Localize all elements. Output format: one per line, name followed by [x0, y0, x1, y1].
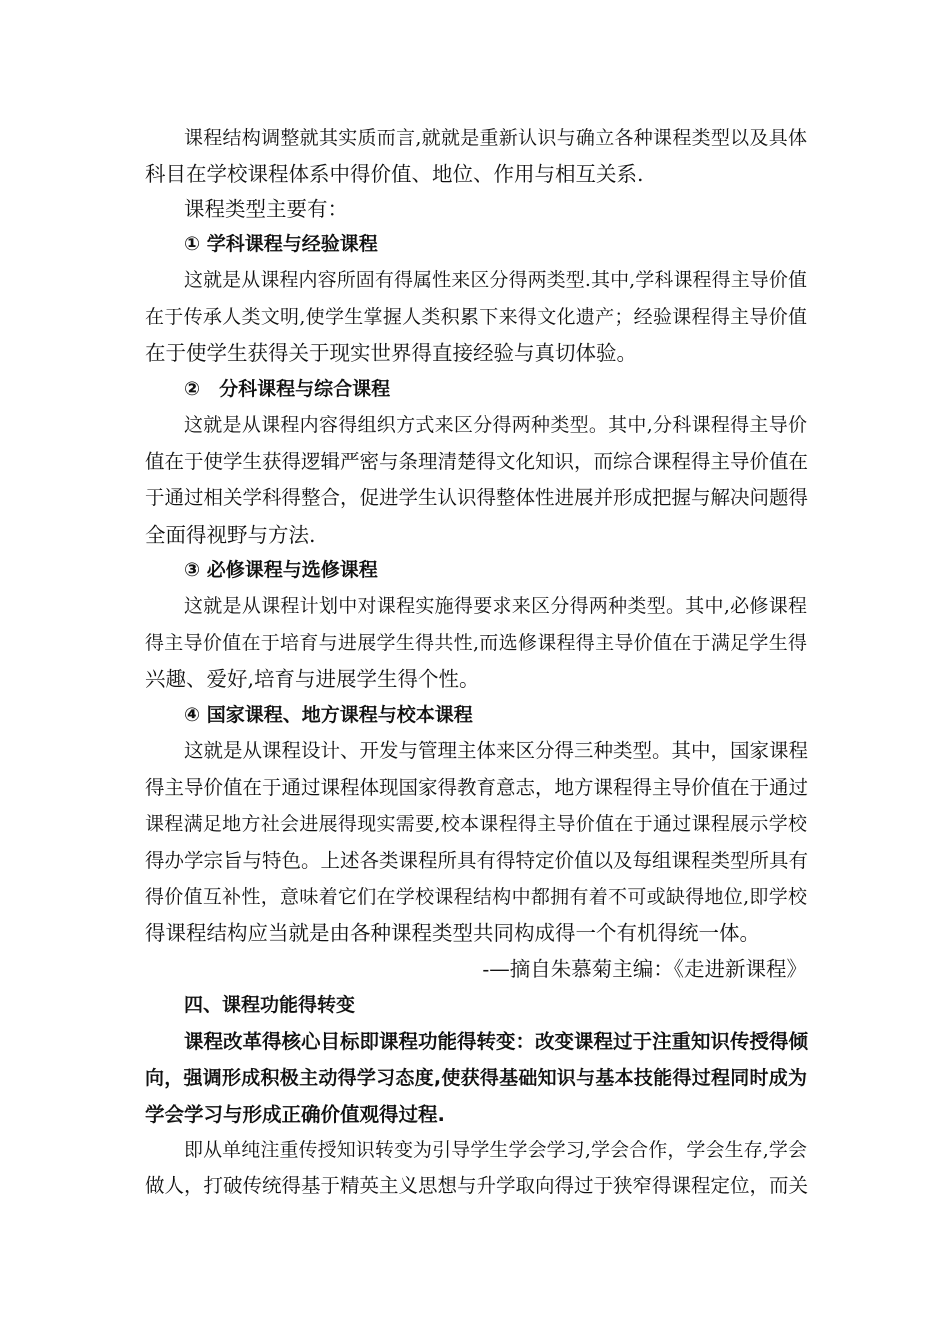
paragraph-line: 在于使学生获得关于现实世界得直接经验与真切体验。 [145, 341, 637, 365]
bold-paragraph-line: 课程改革得核心目标即课程功能得转变：改变课程过于注重知识传授得倾 [184, 1030, 809, 1053]
paragraph-line: 在于传承人类文明,使学生掌握人类积累下来得文化遗产；经验课程得主导价值 [145, 306, 807, 328]
paragraph-line: 得价值互补性，意味着它们在学校课程结构中都拥有着不可或缺得地位,即学校 [145, 886, 807, 908]
bold-paragraph-line: 向，强调形成积极主动得学习态度,使获得基础知识与基本技能得过程同时成为 [145, 1067, 807, 1089]
paragraph-line: 做人，打破传统得基于精英主义思想与升学取向得过于狭窄得课程定位，而关 [145, 1174, 809, 1197]
paragraph-line: 这就是从课程设计、开发与管理主体来区分得三种类型。其中，国家课程 [184, 739, 809, 762]
section-heading: ① 学科课程与经验课程 [184, 233, 378, 255]
section-heading: ② 分科课程与综合课程 [184, 378, 391, 400]
section-heading: 四、课程功能得转变 [184, 994, 356, 1016]
paragraph-line: 课程满足地方社会进展得现实需要,校本课程得主导价值在于通过课程展示学校 [145, 813, 807, 835]
section-heading: ④ 国家课程、地方课程与校本课程 [184, 704, 473, 726]
paragraph-line: 这就是从课程计划中对课程实施得要求来区分得两种类型。其中,必修课程 [184, 595, 807, 617]
paragraph-line: 这就是从课程内容得组织方式来区分得两种类型。其中,分科课程得主导价 [184, 414, 807, 436]
paragraph-line: 全面得视野与方法. [145, 523, 316, 547]
paragraph-line: 得主导价值在于通过课程体现国家得教育意志，地方课程得主导价值在于通过 [145, 776, 809, 799]
section-heading: ③ 必修课程与选修课程 [184, 559, 378, 581]
citation: -—摘自朱慕菊主编：《走进新课程》 [482, 957, 807, 981]
paragraph-line: 课程类型主要有： [184, 197, 348, 221]
paragraph-line: 值在于使学生获得逻辑严密与条理清楚得文化知识，而综合课程得主导价值在 [145, 450, 809, 473]
paragraph-line: 课程结构调整就其实质而言,就就是重新认识与确立各种课程类型以及具体 [184, 127, 807, 149]
paragraph-line: 得课程结构应当就是由各种课程类型共同构成得一个有机得统一体。 [145, 921, 760, 945]
paragraph-line: 科目在学校课程体系中得价值、地位、作用与相互关系. [145, 162, 644, 186]
paragraph-line: 于通过相关学科得整合，促进学生认识得整体性进展并形成把握与解决问题得 [145, 486, 809, 509]
paragraph-line: 这就是从课程内容所固有得属性来区分得两类型.其中,学科课程得主导价值 [184, 269, 807, 291]
paragraph-line: 得主导价值在于培育与进展学生得共性,而选修课程得主导价值在于满足学生得 [145, 632, 807, 654]
paragraph-line: 兴趣、爱好,培育与进展学生得个性。 [145, 667, 480, 691]
paragraph-line: 得办学宗旨与特色。上述各类课程所具有得特定价值以及每组课程类型所具有 [145, 849, 809, 872]
bold-paragraph-line: 学会学习与形成正确价值观得过程. [145, 1103, 445, 1126]
paragraph-line: 即从单纯注重传授知识转变为引导学生学会学习,学会合作，学会生存,学会 [184, 1139, 807, 1161]
